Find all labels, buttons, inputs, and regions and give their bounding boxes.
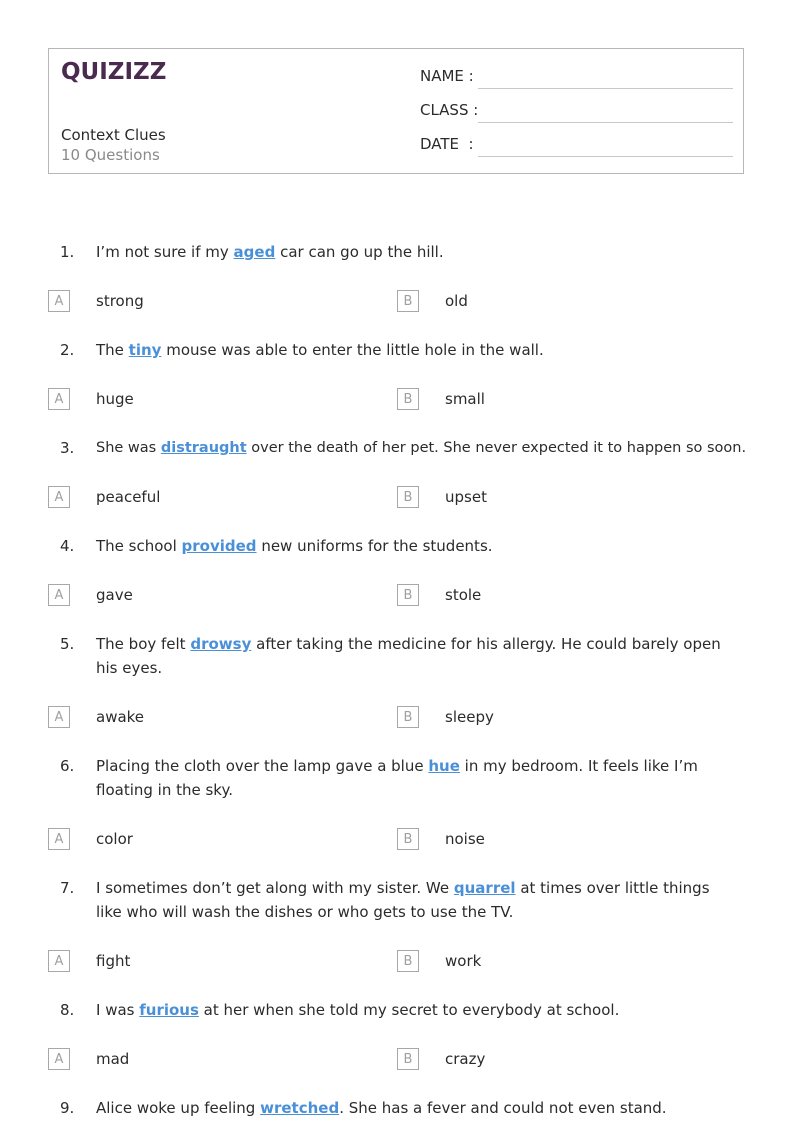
option-a[interactable] — [48, 584, 348, 608]
option-text: crazy — [445, 1050, 486, 1068]
question-text: Placing the cloth over the lamp gave a blue hue in my bedroom. It feels like I’m floating in the sky. — [96, 757, 698, 799]
option-letter-box[interactable]: A — [48, 950, 70, 972]
option-text: upset — [445, 488, 487, 506]
option-text: sleepy — [445, 708, 494, 726]
question-text: The tiny mouse was able to enter the little hole in the wall. — [96, 341, 544, 359]
question-number: 8. — [60, 1001, 75, 1019]
option-a[interactable] — [48, 1048, 348, 1072]
worksheet-header — [48, 48, 744, 174]
keyword: tiny — [128, 341, 162, 359]
option-letter-box[interactable]: B — [397, 828, 419, 850]
question-text: The boy felt drowsy after taking the medicine for his allergy. He could barely open his eyes. — [96, 635, 721, 677]
keyword: aged — [233, 243, 276, 261]
question-text: The school provided new uniforms for the students. — [96, 537, 493, 555]
option-letter-box[interactable]: B — [397, 950, 419, 972]
class-line[interactable] — [478, 122, 733, 123]
option-text: mad — [96, 1050, 130, 1068]
option-text: small — [445, 390, 485, 408]
option-text: huge — [96, 390, 134, 408]
question-number: 5. — [60, 635, 75, 653]
worksheet-title: Context Clues — [61, 126, 166, 144]
question-number: 4. — [60, 537, 75, 555]
question-text: I sometimes don’t get along with my sister. We quarrel at times over little things like who will wash the dishes or who gets to use the TV. — [96, 879, 710, 921]
option-text: work — [445, 952, 482, 970]
option-b[interactable] — [397, 584, 697, 608]
keyword: quarrel — [453, 879, 516, 897]
keyword: distraught — [160, 440, 247, 456]
option-a[interactable] — [48, 950, 348, 974]
option-letter-box[interactable]: B — [397, 1048, 419, 1070]
question-text: I’m not sure if my aged car can go up the hill. — [96, 243, 444, 261]
option-letter-box[interactable]: A — [48, 1048, 70, 1070]
quizizz-logo: QUIZIZZ — [61, 59, 167, 85]
option-letter-box[interactable]: B — [397, 706, 419, 728]
option-letter-box[interactable]: A — [48, 706, 70, 728]
option-text: fight — [96, 952, 131, 970]
option-letter-box[interactable]: A — [48, 828, 70, 850]
keyword: wretched — [260, 1099, 340, 1117]
option-b[interactable] — [397, 950, 697, 974]
option-letter-box[interactable]: A — [48, 290, 70, 312]
option-b[interactable] — [397, 828, 697, 852]
option-a[interactable] — [48, 706, 348, 730]
option-b[interactable] — [397, 706, 697, 730]
class-label: CLASS : — [420, 101, 479, 119]
question-text: Alice woke up feeling wretched. She has a fever and could not even stand. — [96, 1099, 667, 1117]
option-letter-box[interactable]: B — [397, 388, 419, 410]
option-b[interactable] — [397, 1048, 697, 1072]
option-text: peaceful — [96, 488, 161, 506]
name-label: NAME : — [420, 67, 474, 85]
name-line[interactable] — [478, 88, 733, 89]
date-field[interactable] — [420, 135, 733, 157]
option-b[interactable] — [397, 290, 697, 314]
option-a[interactable] — [48, 290, 348, 314]
option-letter-box[interactable]: A — [48, 486, 70, 508]
option-letter-box[interactable]: A — [48, 584, 70, 606]
option-text: noise — [445, 830, 485, 848]
option-text: old — [445, 292, 468, 310]
question-number: 2. — [60, 341, 75, 359]
option-letter-box[interactable]: A — [48, 388, 70, 410]
option-text: awake — [96, 708, 145, 726]
option-text: gave — [96, 586, 133, 604]
name-field[interactable] — [420, 67, 733, 89]
question-count: 10 Questions — [61, 146, 160, 164]
keyword: hue — [428, 757, 460, 775]
option-letter-box[interactable]: B — [397, 584, 419, 606]
question-number: 9. — [60, 1099, 75, 1117]
option-a[interactable] — [48, 388, 348, 412]
question-number: 6. — [60, 757, 75, 775]
option-text: stole — [445, 586, 482, 604]
keyword: drowsy — [190, 635, 252, 653]
question-text: She was distraught over the death of her pet. She never expected it to happen so soon. — [96, 440, 747, 456]
date-label: DATE : — [420, 135, 474, 153]
option-a[interactable] — [48, 828, 348, 852]
date-line[interactable] — [478, 156, 733, 157]
option-letter-box[interactable]: B — [397, 486, 419, 508]
question-text: I was furious at her when she told my secret to everybody at school. — [96, 1001, 620, 1019]
option-b[interactable] — [397, 388, 697, 412]
question-number: 7. — [60, 879, 75, 897]
option-b[interactable] — [397, 486, 697, 510]
keyword: provided — [181, 537, 257, 555]
class-field[interactable] — [420, 101, 733, 123]
option-text: color — [96, 830, 133, 848]
option-a[interactable] — [48, 486, 348, 510]
question-number: 1. — [60, 243, 75, 261]
option-text: strong — [96, 292, 144, 310]
option-letter-box[interactable]: B — [397, 290, 419, 312]
question-number: 3. — [60, 439, 75, 457]
keyword: furious — [139, 1001, 199, 1019]
